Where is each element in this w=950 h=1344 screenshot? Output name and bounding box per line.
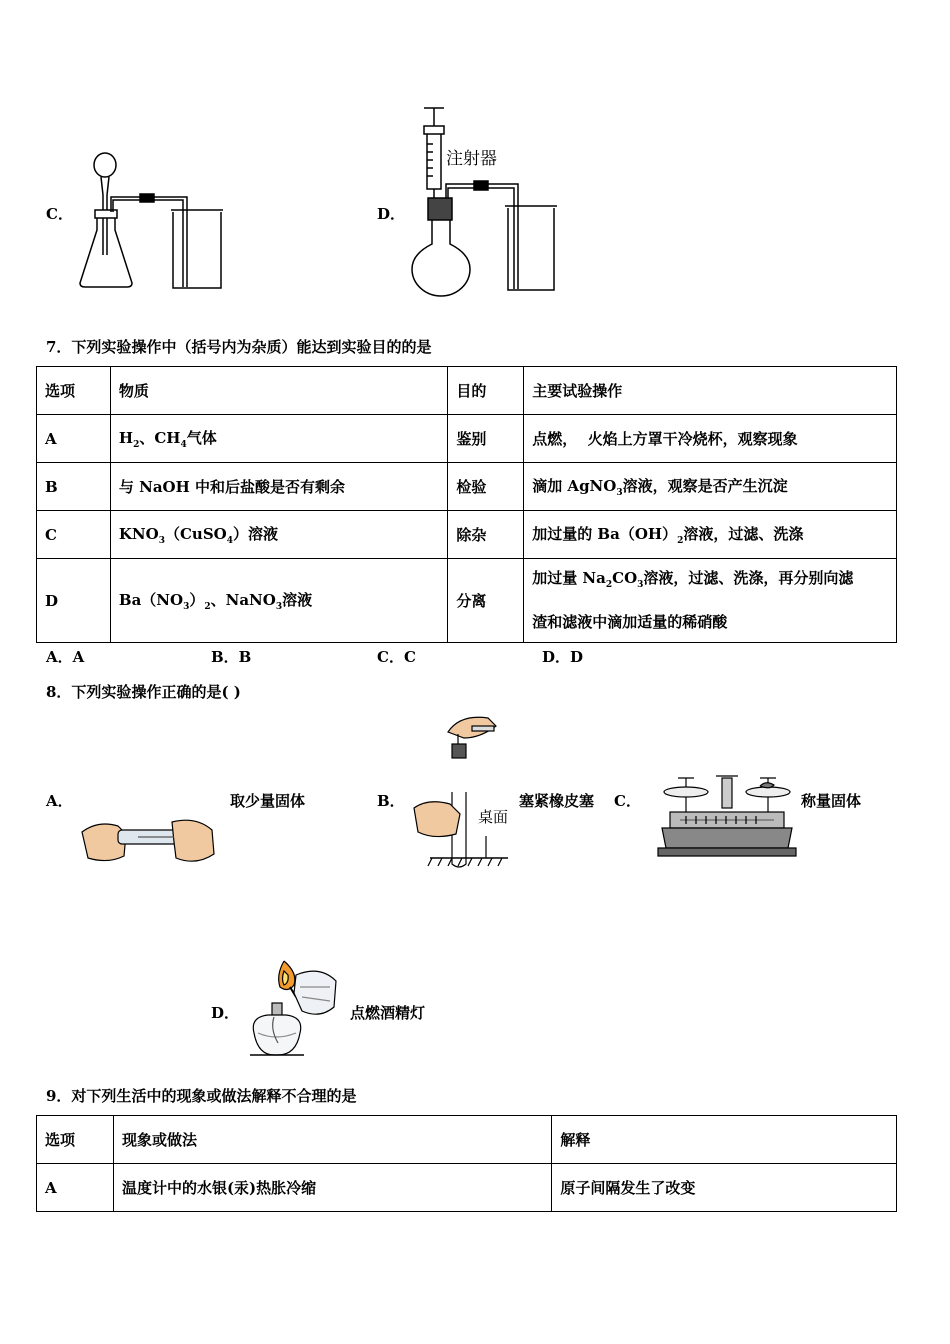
q6-apparatus-d-figure: [408, 104, 568, 299]
table-row: [37, 463, 897, 511]
q7-row-c-operation: 加过量的 $Ba(OH)_2$溶液，过滤、洗涤: [524, 511, 897, 559]
q7-table: [36, 366, 897, 643]
q7-row-c-purpose: 除杂: [448, 511, 524, 559]
table-row: [37, 511, 897, 559]
q9-row-a-option: A: [37, 1164, 114, 1212]
q8-option-d-figure: [244, 957, 344, 1061]
q7-row-b-purpose: 检验: [448, 463, 524, 511]
q7-row-a-operation: 点燃， 火焰上方罩干冷烧杯，观察现象: [524, 415, 897, 463]
q7-row-d-operation: 加过量 $Na_2CO_3$溶液，过滤、洗涤，再分别向滤 渣和滤液中滴加适量的稀硝酸: [524, 559, 897, 643]
q9-header-option: 选项: [37, 1116, 114, 1164]
q8-option-a-label[interactable]: A．: [46, 792, 73, 810]
q8-option-a-figure: [78, 812, 218, 870]
q7-row-b-substance: 与 NaOH 中和后盐酸是否有剩余: [110, 463, 447, 511]
syringe-label: 注射器: [446, 149, 497, 169]
q8-option-b-label[interactable]: B．: [377, 792, 405, 810]
q8-option-b-inner-label: 桌面: [478, 808, 509, 826]
q9-row-a-explanation: 原子间隔发生了改变: [552, 1164, 897, 1212]
q7-row-a-option: A: [37, 415, 111, 463]
q7-stem: 7．下列实验操作中（括号内为杂质）能达到实验目的的是: [46, 338, 432, 356]
q9-header-explanation: 解释: [552, 1116, 897, 1164]
q6-apparatus-c-figure: [75, 150, 235, 295]
q7-row-b-operation: 滴加 AgNO$_3$溶液，观察是否产生沉淀: [524, 463, 897, 511]
q7-header-option: 选项: [37, 367, 111, 415]
q8-option-b-caption: 塞紧橡皮塞: [519, 792, 595, 810]
q8-stem: 8．下列实验操作正确的是( ): [46, 683, 241, 701]
q7-answer-b[interactable]: B．B: [211, 648, 252, 666]
q9-row-a-phenomenon: 温度计中的水银(汞)热胀冷缩: [113, 1164, 551, 1212]
q7-row-a-purpose: 鉴别: [448, 415, 524, 463]
q6-option-d-label: D．: [377, 205, 406, 223]
q8-option-c-caption: 称量固体: [801, 792, 862, 810]
q9-table: [36, 1115, 897, 1212]
q7-answer-c[interactable]: C．C: [377, 648, 416, 666]
table-row: [37, 415, 897, 463]
q7-answer-d[interactable]: D．D: [542, 648, 584, 666]
q7-header-substance: 物质: [110, 367, 447, 415]
q7-row-a-substance: $H_2$、$CH_4$气体: [110, 415, 447, 463]
q9-header-phenomenon: 现象或做法: [113, 1116, 551, 1164]
q7-row-d-option: D: [37, 559, 111, 643]
q7-answer-a[interactable]: A．A: [46, 648, 85, 666]
table-row: [37, 1164, 897, 1212]
q7-row-c-option: C: [37, 511, 111, 559]
q7-row-c-substance: $KNO_3(CuSO_4)$溶液: [110, 511, 447, 559]
q7-row-b-option: B: [37, 463, 111, 511]
q9-stem: 9．对下列生活中的现象或做法解释不合理的是: [46, 1087, 357, 1105]
q8-option-c-figure: [656, 770, 796, 862]
q8-option-b-figure: [410, 712, 510, 872]
q8-option-a-caption: 取少量固体: [230, 792, 306, 810]
q7-row-d-substance: $Ba(NO_3)_2$、NaNO$_3$溶液: [110, 559, 447, 643]
table-row: [37, 559, 897, 643]
q7-header-row: [37, 367, 897, 415]
q8-option-c-label[interactable]: C．: [614, 792, 641, 810]
q6-option-c-label: C．: [46, 205, 73, 223]
q7-row-d-purpose: 分离: [448, 559, 524, 643]
q7-header-operation: 主要试验操作: [524, 367, 897, 415]
q9-header-row: [37, 1116, 897, 1164]
q8-option-d-label[interactable]: D．: [211, 1004, 240, 1022]
q8-option-d-caption: 点燃酒精灯: [350, 1004, 426, 1022]
q7-header-purpose: 目的: [448, 367, 524, 415]
